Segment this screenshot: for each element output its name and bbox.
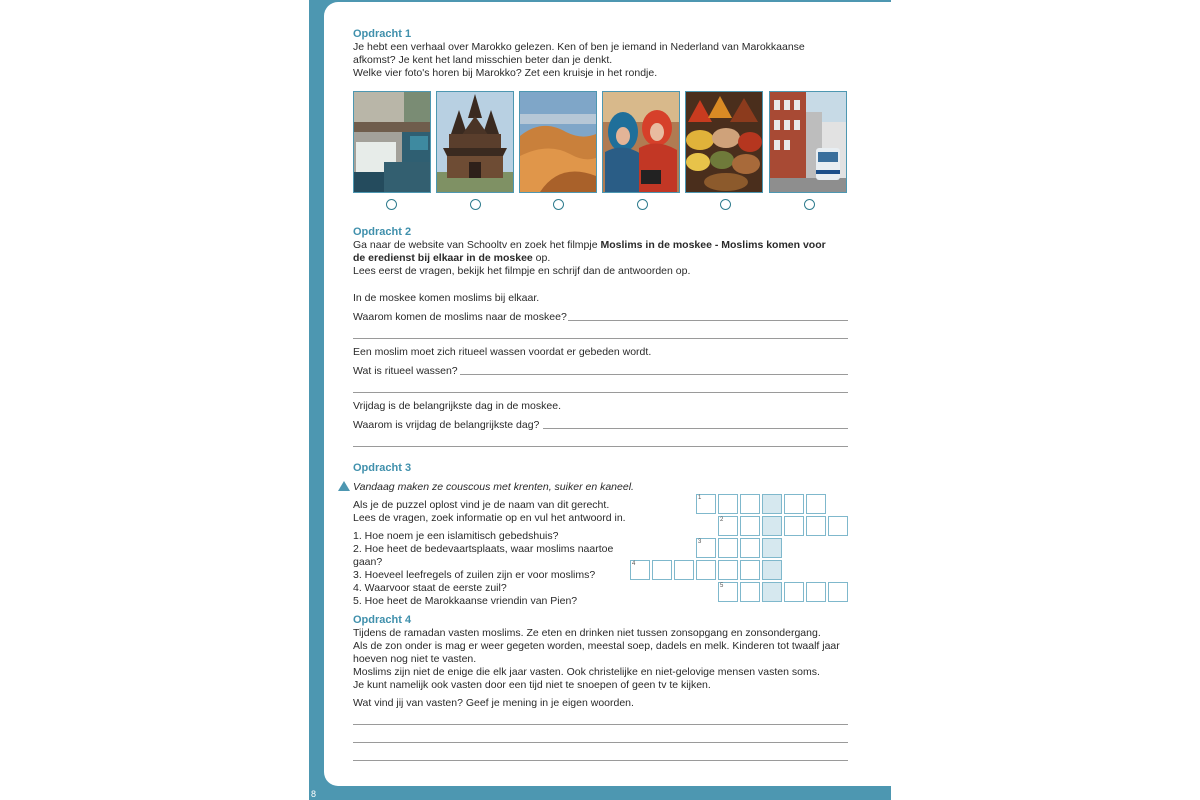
task4-text (353, 614, 873, 692)
task2-question: Waarom komen de moslims naar de moskee? (353, 311, 567, 323)
crossword-cell[interactable] (784, 582, 804, 602)
crossword-clue-number: 2 (720, 517, 724, 523)
task1-line: afkomst? Je kent het land misschien beter dan je denkt. (353, 54, 613, 66)
crossword-cell[interactable] (762, 560, 782, 580)
crossword-cell[interactable] (806, 494, 826, 514)
task4-line: hoeven nog niet te vasten. (353, 653, 477, 665)
crossword-clue-number: 4 (632, 561, 636, 567)
task4-line: Moslims zijn niet de enige die elk jaar vasten. Ook christelijke en niet-gelovige mensen vasten soms. (353, 666, 820, 678)
page-number: 8 (311, 789, 317, 799)
task3-questions (353, 530, 636, 608)
crossword-cell[interactable] (740, 494, 760, 514)
photo-row (353, 91, 849, 193)
crossword-cell[interactable] (740, 538, 760, 558)
crossword-cell[interactable] (740, 582, 760, 602)
answer-line[interactable] (353, 338, 848, 339)
intro-text: op. (532, 252, 551, 264)
crossword-cell[interactable] (652, 560, 672, 580)
task1-text (353, 28, 853, 80)
task2-statement: Een moslim moet zich ritueel wassen voordat er gebeden wordt. (353, 346, 652, 358)
task1-line: Welke vier foto's horen bij Marokko? Zet een kruisje in het rondje. (353, 67, 658, 79)
crossword-cell[interactable] (806, 582, 826, 602)
task1-heading: Opdracht 1 (353, 28, 412, 40)
crossword-cell[interactable] (630, 560, 650, 580)
task3-line: Lees de vragen, zoek informatie op en vul het antwoord in. (353, 512, 626, 524)
task2-text (353, 226, 853, 278)
answer-circle[interactable] (386, 199, 397, 210)
crossword-question: 5. Hoe heet de Marokkaanse vriendin van Pien? (353, 595, 578, 607)
task3-subtitle: Vandaag maken ze couscous met krenten, suiker en kaneel. (353, 481, 634, 493)
crossword-question: 3. Hoeveel leefregels of zuilen zijn er voor moslims? (353, 569, 596, 581)
task4-line: Tijdens de ramadan vasten moslims. Ze eten en drinken niet tussen zonsopgang en zonsondergang. (353, 627, 821, 639)
task2-instruction: Lees eerst de vragen, bekijk het filmpje en schrijf dan de antwoorden op. (353, 265, 691, 277)
answer-circle[interactable] (553, 199, 564, 210)
answer-line[interactable] (353, 760, 848, 761)
crossword-question: 2. Hoe heet de bedevaartsplaats, waar moslims naartoe gaan? (353, 543, 614, 568)
crossword-cell[interactable] (784, 494, 804, 514)
task2-question: Wat is ritueel wassen? (353, 365, 458, 377)
crossword-cell[interactable] (762, 538, 782, 558)
crossword-cell[interactable] (696, 560, 716, 580)
task2-statement: Vrijdag is de belangrijkste dag in de moskee. (353, 400, 561, 412)
desert-dunes-photo (519, 91, 597, 193)
task4-question: Wat vind jij van vasten? Geef je mening in je eigen woorden. (353, 697, 634, 709)
stave-church-photo (436, 91, 514, 193)
task4-heading: Opdracht 4 (353, 614, 412, 626)
amsterdam-tram-street-photo (769, 91, 847, 193)
answer-line[interactable] (568, 320, 848, 321)
film-title: de eredienst bij elkaar in de moskee (353, 252, 533, 264)
task2-intro (353, 239, 853, 252)
crossword-cell[interactable] (740, 560, 760, 580)
task1-line: Je hebt een verhaal over Marokko gelezen. Ken of ben je iemand in Nederland van Marokkaanse (353, 41, 805, 53)
crossword-question: 1. Hoe noem je een islamitisch gebedshuis? (353, 530, 559, 542)
answer-line[interactable] (460, 374, 848, 375)
headscarf-women-photo (602, 91, 680, 193)
answer-line[interactable] (353, 392, 848, 393)
task3-line: Als je de puzzel oplost vind je de naam van dit gerecht. (353, 499, 610, 511)
crossword-cell[interactable] (718, 516, 738, 536)
crossword-cell[interactable] (696, 494, 716, 514)
crossword-cell[interactable] (762, 582, 782, 602)
task2-statement: In de moskee komen moslims bij elkaar. (353, 292, 540, 304)
answer-line[interactable] (353, 446, 848, 447)
crossword-cell[interactable] (762, 516, 782, 536)
crossword-clue-number: 1 (698, 495, 702, 501)
crossword-clue-number: 3 (698, 539, 702, 545)
task3-heading (353, 462, 853, 475)
answer-circle[interactable] (470, 199, 481, 210)
triangle-icon (338, 481, 350, 491)
crossword-question: 4. Waarvoor staat de eerste zuil? (353, 582, 507, 594)
answer-circle[interactable] (637, 199, 648, 210)
crossword-cell[interactable] (828, 516, 848, 536)
crossword-cell[interactable] (718, 538, 738, 558)
answer-circle[interactable] (720, 199, 731, 210)
task4-line: Je kunt namelijk ook vasten door een tijd niet te snoepen of geen tv te kijken. (353, 679, 711, 691)
intro-text: Ga naar de website van Schooltv en zoek het filmpje (353, 239, 601, 251)
crossword-cell[interactable] (784, 516, 804, 536)
spice-market-photo (685, 91, 763, 193)
crossword-clue-number: 5 (720, 583, 724, 589)
task3-instructions (353, 499, 633, 525)
crossword-cell[interactable] (762, 494, 782, 514)
crossword-cell[interactable] (718, 560, 738, 580)
answer-circle[interactable] (804, 199, 815, 210)
crossword-cell[interactable] (718, 582, 738, 602)
task2-heading: Opdracht 2 (353, 226, 412, 238)
task2-question: Waarom is vrijdag de belangrijkste dag? (353, 419, 540, 431)
film-title: Moslims in de moskee - Moslims komen voor (600, 239, 826, 251)
crossword-cell[interactable] (718, 494, 738, 514)
crossword-cell[interactable] (674, 560, 694, 580)
answer-line[interactable] (543, 428, 848, 429)
answer-line[interactable] (353, 724, 848, 725)
crossword-cell[interactable] (806, 516, 826, 536)
task4-line: Als de zon onder is mag er weer gegeten worden, meestal soep, dadels en melk. Kinderen tot twaalf jaar (353, 640, 840, 652)
answer-line[interactable] (353, 742, 848, 743)
task2-intro (353, 252, 853, 265)
task3-heading-text: Opdracht 3 (353, 462, 412, 474)
crossword-cell[interactable] (696, 538, 716, 558)
riad-room-photo (353, 91, 431, 193)
crossword-cell[interactable] (740, 516, 760, 536)
crossword-cell[interactable] (828, 582, 848, 602)
